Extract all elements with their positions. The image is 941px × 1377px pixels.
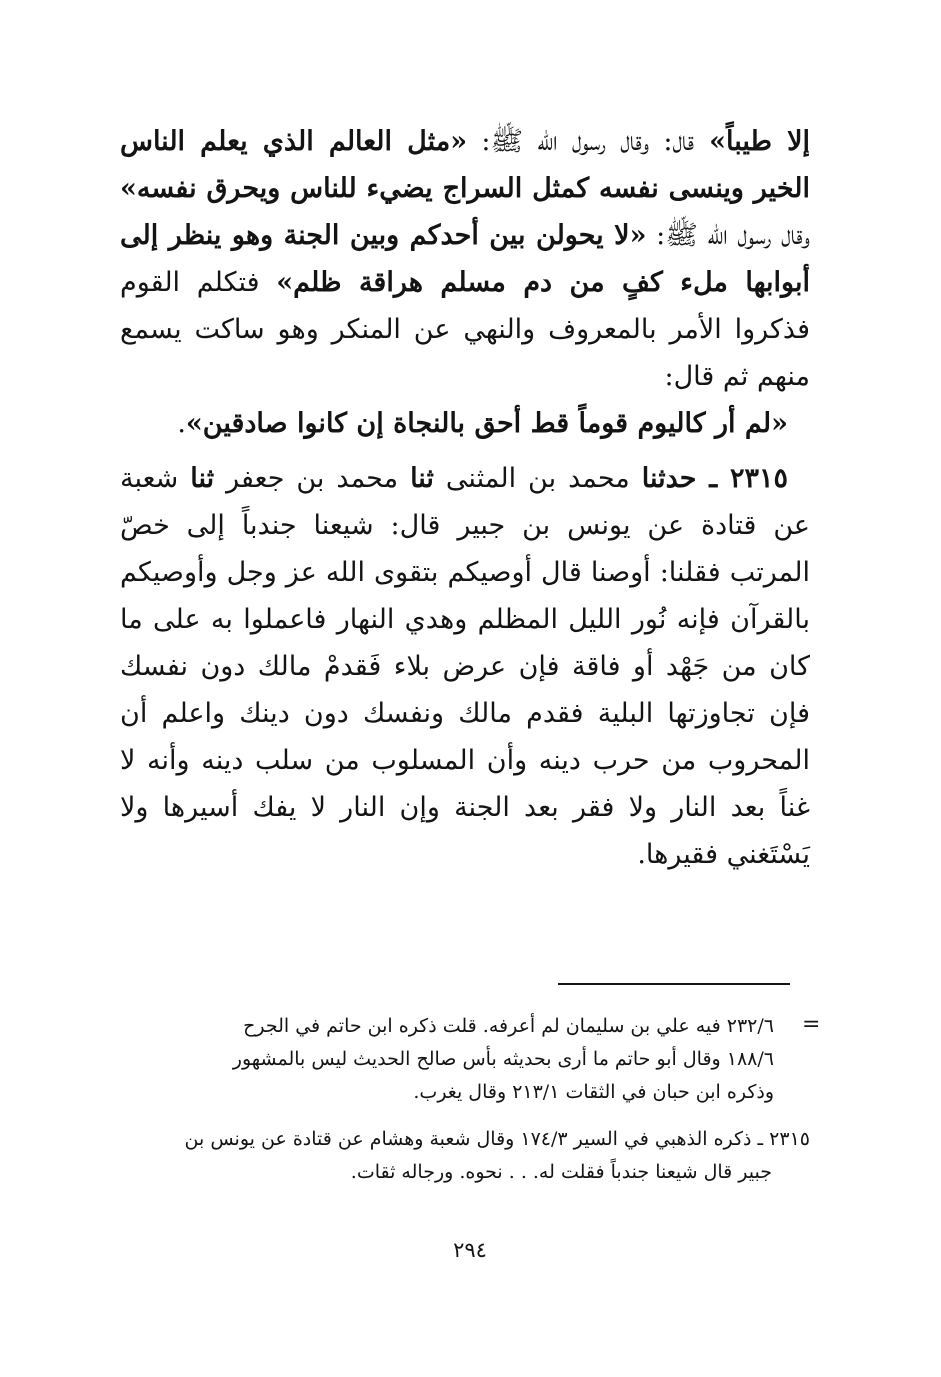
footnote-line: جبير قال شيعنا جندباً فقلت له. . . نحوه. ورجاله ثقات. — [350, 1161, 772, 1183]
quote-end-fragment: إلا طيباً» — [693, 126, 810, 157]
footnote-separator — [558, 983, 790, 985]
main-text-block — [120, 118, 810, 878]
footnote-continued — [120, 1010, 821, 1109]
narrator-name: محمد بن المثنى — [433, 463, 642, 494]
transmission-word: حدثنا — [641, 463, 710, 494]
paragraph-continuation — [120, 118, 810, 447]
footnote-line: وذكره ابن حبان في الثقات ٢١٣/١ وقال يغرب. — [413, 1081, 774, 1103]
narration-text: وقال رسول الله ﷺ: — [646, 220, 810, 251]
hadith-quote-2: «لا يحولن بين أحدكم وبين الجنة وهو ينظر إلى أبوابها ملء كفٍ من دم مسلم هراقة ظلم» — [120, 220, 810, 298]
hadith-number: ٢٣١٥ ـ — [709, 463, 788, 494]
hadith-quote-1: «مثل العالم الذي يعلم الناس الخير وينسى نفسه كمثل السراج يضيء للناس ويحرق نفسه» — [120, 126, 810, 204]
hadith-quote-3-line — [120, 400, 788, 447]
footnote-2315 — [120, 1123, 810, 1189]
hadith-quote-3: «لم أر كاليوم قوماً قط أحق بالنجاة إن كانوا صادقين» — [185, 408, 788, 439]
footnote-line: ٢٣٢/٦ فيه علي بن سليمان لم أعرفه. قلت ذكره ابن حاتم في الجرح — [243, 1015, 774, 1037]
narrator-name: محمد بن جعفر — [214, 463, 411, 494]
footnote-line: ١٨٨/٦ وقال أبو حاتم ما أرى بحديثه بأس صالح الحديث ليس بالمشهور — [232, 1048, 774, 1070]
hadith-body: شعبة عن قتادة عن يونس بن جبير قال: شيعنا جندباً إلى خصّ المرتب فقلنا: أوصنا قال أوصيكم بتقوى الله عز وجل وأوصيكم بالقرآن فإنه نُور الليل المظلم وهدي النهار فاعملوا به على ما كان من جَهْد أو فاقة فإن عرض بلاء فَقدمْ مالك دون نفسك فإن تجاوزتها البلية فقدم مالك ونفسك دون دينك واعلم أن المحروب من حرب دينه وأن المسلوب من سلب دينه وأنه لا غناً بعد النار ولا فقر بعد الجنة وإن النار لا يفك أسيرها ولا يَسْتَغني فقيرها. — [120, 463, 810, 870]
footnotes-block — [120, 1010, 821, 1189]
hadith-2315-paragraph — [120, 455, 810, 878]
transmission-word: ثنا — [190, 463, 215, 494]
period: . — [177, 408, 186, 439]
continuation-marker: = — [802, 1012, 821, 1037]
page-number: ٢٩٤ — [453, 1238, 487, 1262]
transmission-word: ثنا — [410, 463, 434, 494]
narration-text: قال: وقال رسول الله ﷺ: — [467, 126, 694, 157]
narration-text: فتكلم القوم فذكروا الأمر بالمعروف والنهي عن المنكر وهو ساكت يسمع منهم ثم قال: — [120, 267, 810, 392]
footnote-line: ٢٣١٥ ـ ذكره الذهبي في السير ١٧٤/٣ وقال شعبة وهشام عن قتادة عن يونس بن — [184, 1128, 810, 1150]
